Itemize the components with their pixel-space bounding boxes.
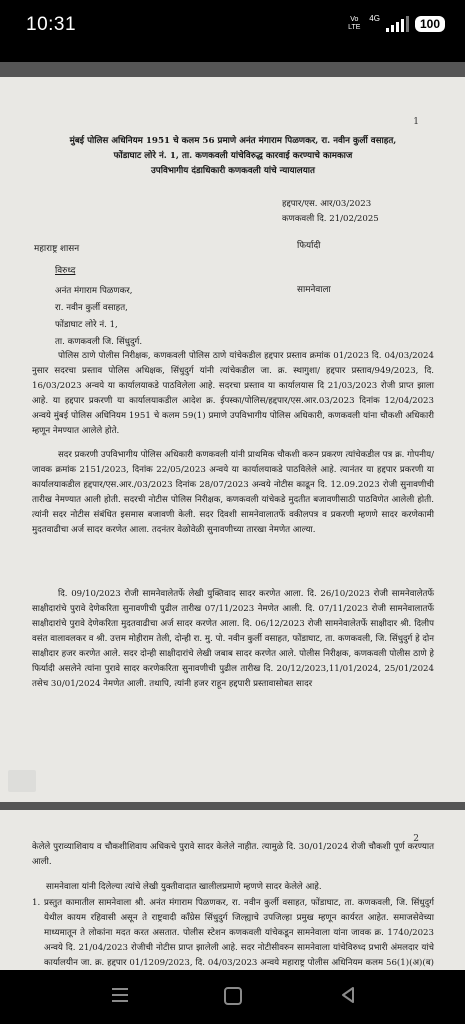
list-item-text: प्रस्तुत कामातील सामनेवाला श्री. अनंत मंगाराम पिळणकर, रा. नवीन कुर्ली वसाहत, फोंडाघाट, ता. कणकवली, जि. सिंधुदुर्ग येथील कायम रहिवासी असून ते राष्ट्रवादी काँग्रेस सिंधुदुर्ग जिल्ह्याचे उपजिल्हा प्रमुख म्हणून कार्यरत आहेत. समाजसेवेच्या माध्यमातून ते लोकांना मदत करत असतात. पोलीस स्टेशन कणकवली यांचेकडून सामनेवाला यांना जावक क्र. 1740/2023 अन्वये दि. 21/04/2023 रोजीची नोटीस प्राप्त झालेली आहे. सदर नोटीसीवरुन सामनेवाला यांचेविरुध्द प्रभारी अंमलदार यांचे कार्यालयीन जा. क्र. हद्दपार 01/1209/2023, दि. 04/03/2023 अन्वये महाराष्ट्र पोलीस अधिनियम कलम 56(1)(अ)(ब): [44, 898, 434, 968]
document-heading: [28, 134, 438, 179]
paragraph: सामनेवाला यांनी दिलेल्या त्यांचे लेखी युक्तीवादात खालीलप्रमाणे म्हणणे सादर केलेले आहे.: [46, 882, 322, 892]
paragraph: केलेले पुराव्याशिवाय व चौकशीशिवाय अधिकचे पुरावे सादर केलेले नाहीत. त्यामुळे दि. 30/01/2024 रोजी चौकशी पूर्ण करण्यात आली.: [32, 842, 434, 867]
address-line: फोंडाघाट लोरे नं. 1,: [55, 320, 118, 330]
status-icons: [345, 13, 445, 32]
case-date: कणकवली दि. 21/02/2025: [282, 214, 379, 224]
address-line: अनंत मंगाराम पिळणकर,: [55, 286, 133, 296]
document-viewer[interactable]: [0, 62, 465, 970]
battery-icon: 100: [415, 16, 445, 32]
page-number: 2: [413, 834, 419, 844]
plaintiff-role: फिर्यादी: [297, 241, 321, 251]
respondent-role: सामनेवाला: [297, 285, 331, 295]
respondent-address: [55, 283, 142, 351]
status-bar: [0, 0, 465, 62]
heading-line: मुंबई पोलिस अधिनियम 1951 चे कलम 56 प्रमाणे अनंत मंगाराम पिळणकर, रा. नवीन कुर्ली वसाहत,: [69, 136, 397, 146]
document-page-2: [0, 810, 465, 980]
case-number: हद्दपार/एस. आर/03/2023: [282, 199, 372, 209]
list-number: 1.: [32, 898, 41, 908]
paragraph: पोलिस ठाणे पोलीस निरीक्षक, कणकवली पोलिस ठाणे यांचेकडील हद्दपार प्रस्ताव क्रमांक 01/2023 दि. 04/03/2024 नुसार सदरचा प्रस्ताव पोलिस अधिक्षक, सिंधुदुर्ग यांनी त्यांचेकडील जा. क्र. स्थागुशा/ हद्दपार प्रस्ताव/949/2023, दि. 16/03/2023 अन्वये या कार्यालयाकडे पाठविलेला आहे. सदरचा प्रस्ताव या कार्यालयास दि 21/03/2023 रोजी प्राप्त झाला आहे. या हद्दपार प्रकरणी या कार्यालयाकडील आदेश क्र. ईपस्का/पोलिस/हद्दपार/एस.आर.03/2023 दिनांक 12/04/2023 अन्वये मुंबई पोलिस अधिनियम 1951 चे कलम 59(1) प्रमाणे उपविभागीय पोलिस अधिकारी, कणकवली यांना चौकशी अधिकारी म्हणून नेमण्यात आलेले होते.: [32, 351, 434, 436]
case-info: [282, 197, 379, 227]
recent-apps-icon[interactable]: [112, 988, 128, 1006]
address-line: रा. नवीन कुर्ली वसाहत,: [55, 303, 128, 313]
back-icon[interactable]: [340, 986, 356, 1008]
heading-line: उपविभागीय दंडाधिकारी कणकवली यांचे न्यायालयात: [151, 166, 315, 176]
address-line: ता. कणकवली जि. सिंधुदुर्ग.: [55, 337, 143, 347]
clock: 10:31: [26, 14, 77, 35]
scroll-handle[interactable]: [8, 770, 36, 792]
document-page-1: [0, 77, 465, 802]
paragraph: दि. 09/10/2023 रोजी सामनेवालेतर्फे लेखी युक्तिवाद सादर करणेत आला. दि. 26/10/2023 रोजी सामनेवालेतर्फे साक्षीदारांचे पुरावे देणेकरिता सुनावणीची पुढील तारीख 07/11/2023 नेमणेत आली. दि. 07/11/2023 रोजी सामनेवालातर्फे साक्षीदारांचे पुरावे देणेकरिता मुदतवाढीचा अर्ज सादर करणेत आला. दि. 06/12/2023 रोजी सामनेवालेतर्फे साक्षीदार श्री. दिलीप वसंत वालावलकर व श्री. उत्तम मोहीराम तेली, दोन्ही रा. मु. पो. नवीन कुर्ली वसाहत, फोंडाघाट, ता. कणकवली, जि. सिंधुदुर्ग हे दोन साक्षीदार हजर करणेत आले. सदर दोन्ही साक्षीदारांचे लेखी जबाब सादर करणेत आले. पोलीस निरीक्षक, कणकवली पोलीस ठाणे हे फिर्यादी असलेने त्यांना पुरावे सादर करणेकरिता सुनावणीची पुढील तारीख दि. 20/12/2023,11/01/2024, 25/01/2024 तसेच 30/01/2024 नेमणेत आली. तथापि, त्यांनी हजर राहून हद्दपारी प्रस्तावासोबत सादर: [32, 589, 434, 689]
network-type: 4G: [369, 13, 380, 23]
navigation-bar: [0, 970, 465, 1024]
heading-line: फोंडाघाट लोरे नं. 1, ता. कणकवली यांचेविरुद्ध कारवाई करण्याचे कामकाज: [113, 151, 353, 161]
paragraph: सदर प्रकरणी उपविभागीय पोलिस अधिकारी कणकवली यांनी प्राथमिक चौकशी करुन प्रकरण त्यांचेकडील पत्र क्र. गोपनीय/जावक क्रमांक 2151/2023, दिनांक 22/05/2023 अन्वये या कार्यालयाकडे पाठविलेले आहे. त्यानंतर या हद्दपार प्रकरणी या कार्यालयाकडील हद्दपार/एस.आर./03/2023 दिनांक 28/07/2023 अन्वये नोटीस काढून दि. 12.09.2023 रोजी सुनावणीची तारीख नेमण्यात आली होती. सदरची नोटीस पोलिस निरीक्षक, कणकवली यांचेकडे मुदतीत बजावणीसाठी पाठविणेत आलेली होती. त्यांनी सदर नोटीस संबंधित इसमास बजावणी केली. सदर दिवशी सामनेवालातर्फे वकीलपत्र व प्रकरणी म्हणणे सादर करणेकामी मुदतवाढीचा अर्ज सादर करणेत आला. तदनंतर वेळोवेळी सुनावणीच्या तारखा नेमणेत आल्या.: [32, 450, 434, 535]
plaintiff: महाराष्ट्र शासन: [34, 244, 80, 254]
volte-indicator: Vo LTE: [348, 16, 361, 31]
signal-icon: [386, 16, 409, 32]
page-number: 1: [413, 117, 419, 127]
versus-label: विरुध्द: [55, 266, 76, 276]
home-icon[interactable]: [224, 987, 242, 1005]
